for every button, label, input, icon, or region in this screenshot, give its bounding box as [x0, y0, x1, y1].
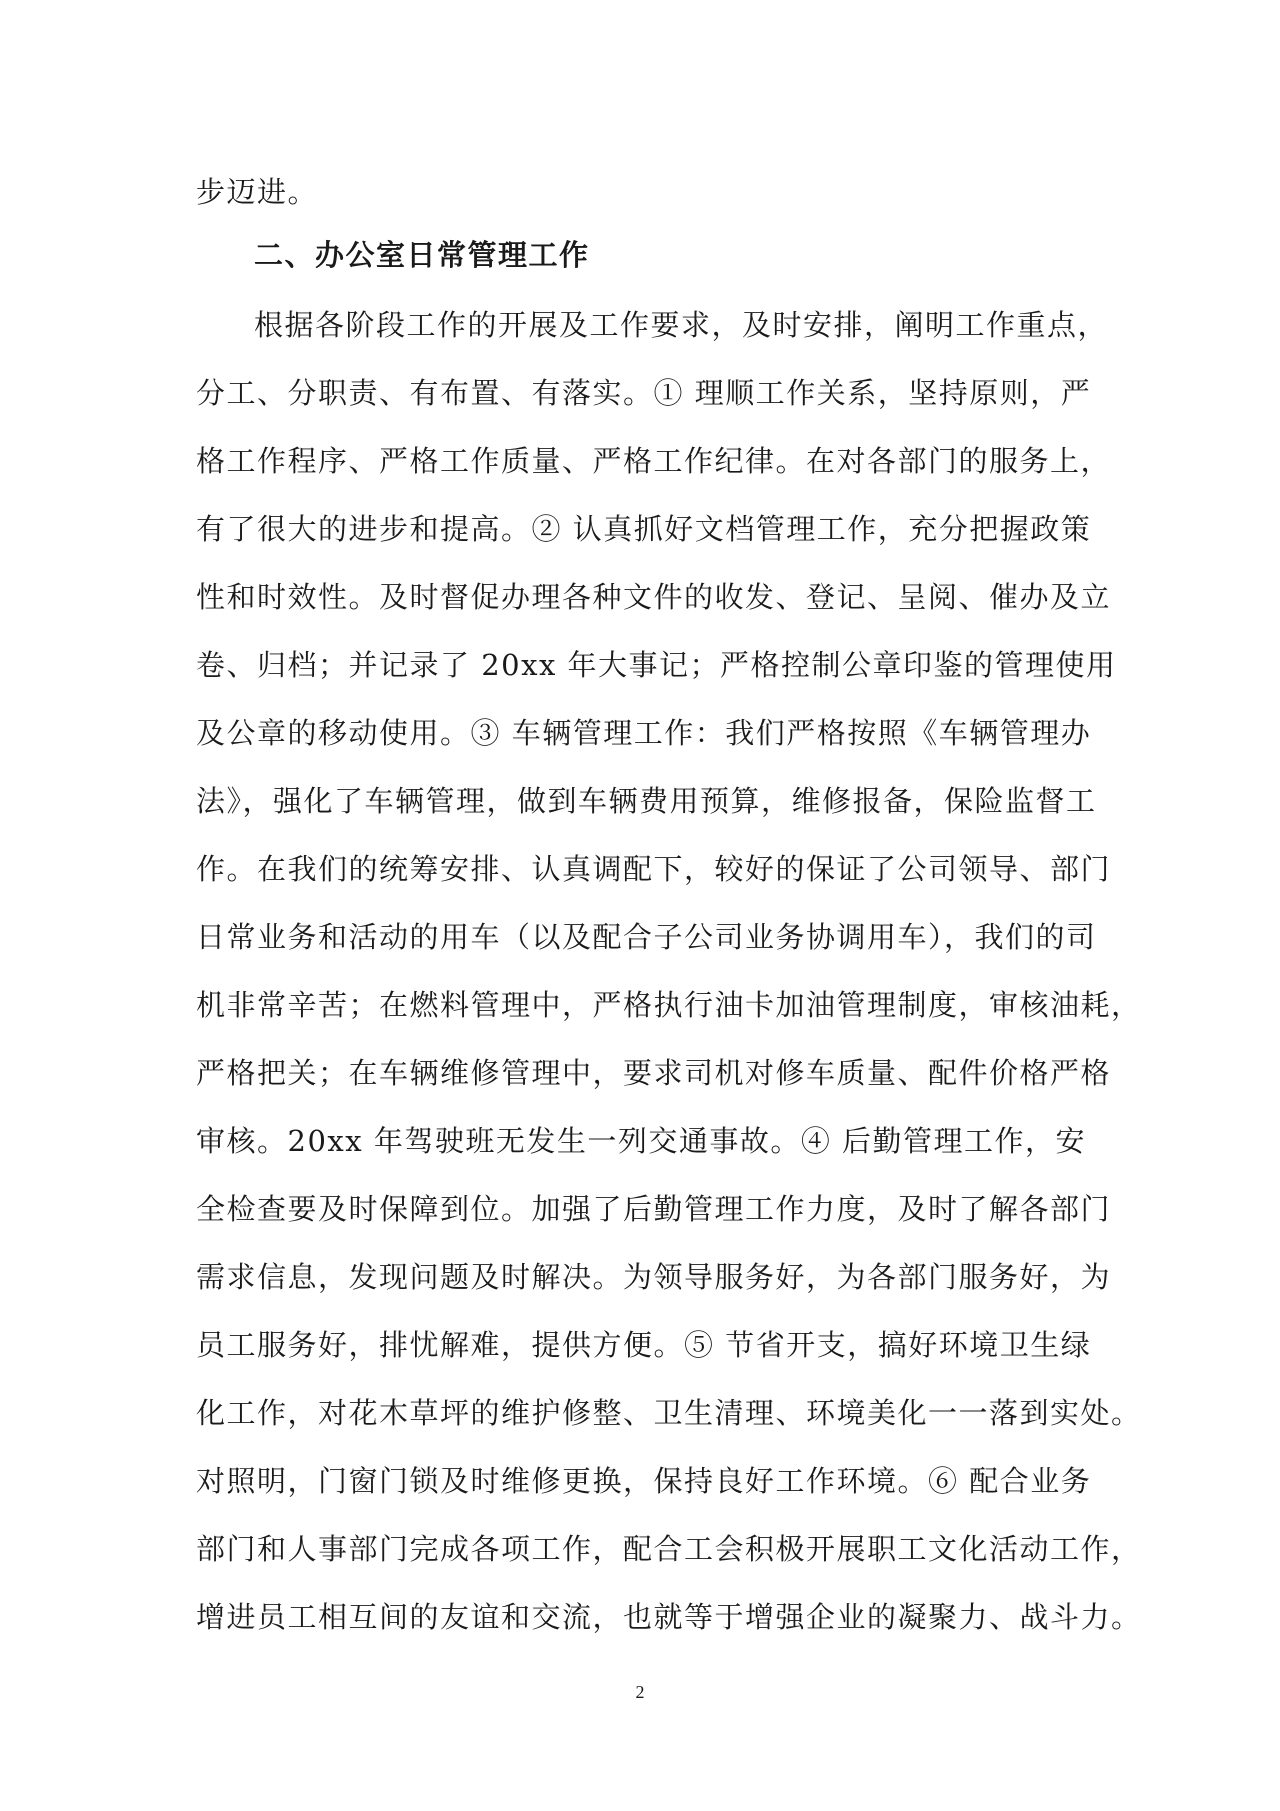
text-line: 化工作，对花木草坪的维护修整、卫生清理、环境美化一一落到实处。	[196, 1396, 1142, 1430]
text-line: 卷、归档；并记录了 20xx 年大事记；严格控制公章印鉴的管理使用	[196, 648, 1117, 682]
text-line: 部门和人事部门完成各项工作，配合工会积极开展职工文化活动工作，	[196, 1532, 1142, 1566]
text-line: 法》，强化了车辆管理，做到车辆费用预算，维修报备，保险监督工	[196, 784, 1097, 818]
text-line: 对照明，门窗门锁及时维修更换，保持良好工作环境。⑥ 配合业务	[196, 1464, 1092, 1498]
text-line: 性和时效性。及时督促办理各种文件的收发、登记、呈阅、催办及立	[196, 580, 1112, 614]
text-line: 严格把关；在车辆维修管理中，要求司机对修车质量、配件价格严格	[196, 1056, 1112, 1090]
text-line: 需求信息，发现问题及时解决。为领导服务好，为各部门服务好，为	[196, 1260, 1112, 1294]
text-line: 步迈进。	[196, 175, 319, 209]
text-line: 日常业务和活动的用车（以及配合子公司业务协调用车），我们的司	[196, 920, 1097, 954]
text-line: 员工服务好，排忧解难，提供方便。⑤ 节省开支，搞好环境卫生绿	[196, 1328, 1092, 1362]
section-heading: 二、办公室日常管理工作	[254, 238, 590, 272]
page-number: 2	[635, 1682, 645, 1702]
text-line: 审核。20xx 年驾驶班无发生一列交通事故。④ 后勤管理工作，安	[196, 1124, 1087, 1158]
text-line: 机非常辛苦；在燃料管理中，严格执行油卡加油管理制度，审核油耗，	[196, 988, 1142, 1022]
text-line: 有了很大的进步和提高。② 认真抓好文档管理工作，充分把握政策	[196, 512, 1092, 546]
text-line: 作。在我们的统筹安排、认真调配下，较好的保证了公司领导、部门	[196, 852, 1112, 886]
text-line: 格工作程序、严格工作质量、严格工作纪律。在对各部门的服务上，	[196, 444, 1112, 478]
text-line: 及公章的移动使用。③ 车辆管理工作：我们严格按照《车辆管理办	[196, 716, 1092, 750]
paragraph-first-line: 根据各阶段工作的开展及工作要求，及时安排，阐明工作重点，	[254, 308, 1109, 342]
text-line: 全检查要及时保障到位。加强了后勤管理工作力度，及时了解各部门	[196, 1192, 1112, 1226]
text-line: 分工、分职责、有布置、有落实。① 理顺工作关系，坚持原则，严	[196, 376, 1092, 410]
text-line: 增进员工相互间的友谊和交流，也就等于增强企业的凝聚力、战斗力。	[196, 1600, 1142, 1634]
